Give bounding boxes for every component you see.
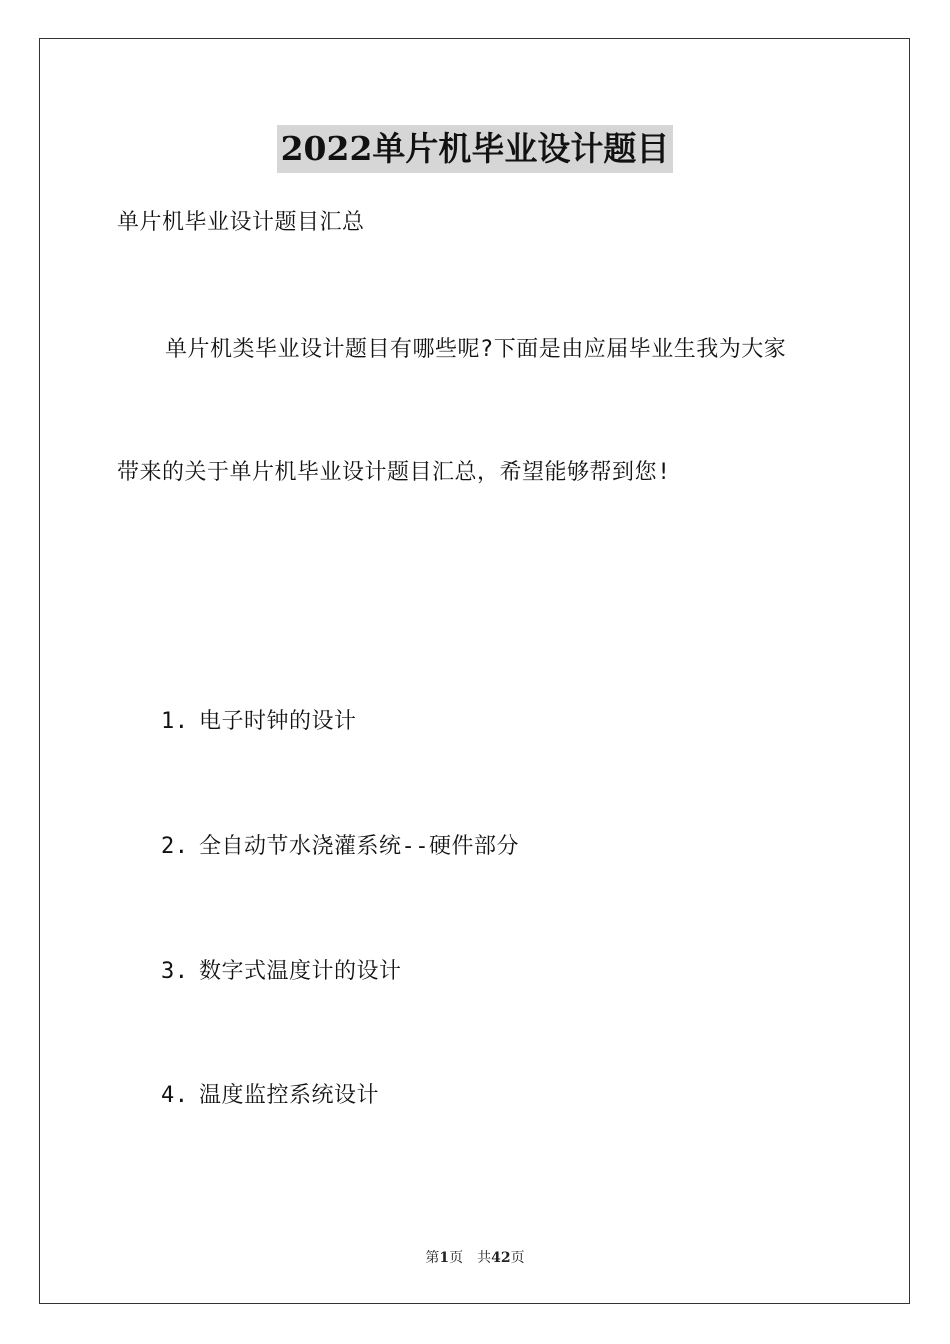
total-unit: 页 [510, 1250, 525, 1266]
list-item-text: 温度监控系统设计 [199, 1083, 380, 1108]
intro-paragraph-line-2: 带来的关于单片机毕业设计题目汇总，希望能够帮到您! [117, 460, 671, 485]
list-item-text: 全自动节水浇灌系统--硬件部分 [199, 834, 519, 859]
page-prefix: 第 [425, 1250, 440, 1266]
page-unit: 页 [449, 1250, 464, 1266]
list-item-number: 4. [161, 1083, 189, 1108]
list-item [161, 832, 519, 862]
page-number: 1 [439, 1250, 450, 1266]
list-item-number: 2. [161, 834, 189, 859]
list-item [161, 957, 402, 987]
total-prefix: 共 [477, 1250, 492, 1266]
list-item-number: 1. [161, 709, 189, 734]
list-item-text: 数字式温度计的设计 [199, 959, 402, 984]
list-item [161, 1081, 379, 1111]
total-pages: 42 [491, 1250, 511, 1266]
list-item [161, 707, 357, 737]
document-title: 2022单片机毕业设计题目 [277, 125, 674, 173]
list-item-text: 电子时钟的设计 [199, 709, 357, 734]
intro-paragraph-line-1: 单片机类毕业设计题目有哪些呢?下面是由应届毕业生我为大家 [165, 337, 787, 362]
document-subtitle: 单片机毕业设计题目汇总 [117, 210, 365, 235]
title-container [0, 125, 950, 173]
list-item-number: 3. [161, 959, 189, 984]
page-footer [0, 1247, 950, 1267]
